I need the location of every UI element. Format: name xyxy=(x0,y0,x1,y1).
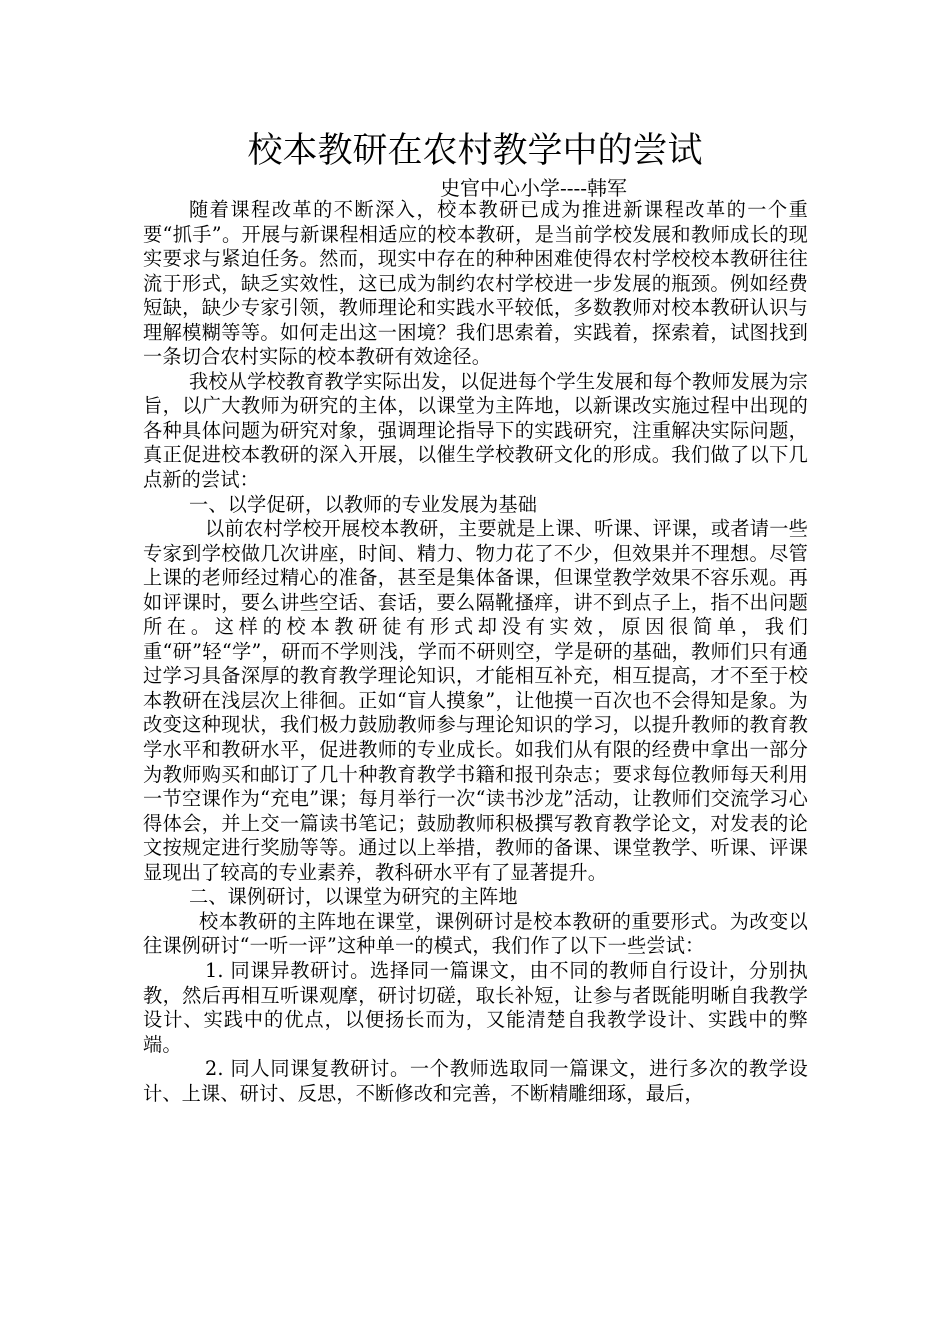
list-item-2: 2. 同人同课复教研讨。一个教师选取同一篇课文，进行多次的教学设计、上课、研讨、反思，不断修改和完善，不断精雕细琢，最后， xyxy=(143,1057,808,1105)
author-line: 史官中心小学----韩军 xyxy=(440,176,628,200)
list-item-1: 1. 同课异教研讨。选择同一篇课文，由不同的教师自行设计，分别执教，然后再相互听课观摩，研讨切磋，取长补短，让参与者既能明晰自我教学设计、实践中的优点，以便扬长而为，又能清楚自我教学设计、实践中的弊端。 xyxy=(143,958,808,1056)
paragraph-section-1: 以前农村学校开展校本教研，主要就是上课、听课、评课，或者请一些专家到学校做几次讲座，时间、精力、物力花了不少，但效果并不理想。尽管上课的老师经过精心的准备，甚至是集体备课，但课堂教学效果不容乐观。再如评课时，要么讲些空话、套话，要么隔靴搔痒，讲不到点子上，指不出问题所在。这样的校本教研徒有形式却没有实效，原因很简单，我们重“研”轻“学”，研而不学则浅，学而不研则空，学是研的基础，教师们只有通过学习具备深厚的教育教学理论知识，才能相互补充，相互提高，才不至于校本教研在浅层次上徘徊。正如“盲人摸象”，让他摸一百次也不会得知是象。为改变这种现状，我们极力鼓励教师参与理论知识的学习，以提升教师的教育教学水平和教研水平，促进教师的专业成长。如我们从有限的经费中拿出一部分为教师购买和邮订了几十种教育教学书籍和报刊杂志；要求每位教师每天利用一节空课作为“充电”课；每月举行一次“读书沙龙”活动，让教师们交流学习心得体会，并上交一篇读书笔记；鼓励教师积极撰写教育教学论文，对发表的论文按规定进行奖励等等。通过以上举措，教师的备课、课堂教学、听课、评课显现出了较高的专业素养，教科研水平有了显著提升。 xyxy=(143,517,808,884)
paragraph-section-2: 校本教研的主阵地在课堂，课例研讨是校本教研的重要形式。为改变以往课例研讨“一听一评”这种单一的模式，我们作了以下一些尝试： xyxy=(143,909,808,958)
section-heading-1: 一、以学促研，以教师的专业发展为基础 xyxy=(189,492,538,516)
paragraph-intro: 随着课程改革的不断深入，校本教研已成为推进新课程改革的一个重要“抓手”。开展与新课程相适应的校本教研，是当前学校发展和教师成长的现实要求与紧迫任务。然而，现实中存在的种种困难使得农村学校校本教研往往流于形式，缺乏实效性，这已成为制约农村学校进一步发展的瓶颈。例如经费短缺，缺少专家引领，教师理论和实践水平较低，多数教师对校本教研认识与理解模糊等等。如何走出这一困境？我们思索着，实践着，探索着，试图找到一条切合农村实际的校本教研有效途径。 xyxy=(143,198,808,369)
paragraph-approach: 我校从学校教育教学实际出发，以促进每个学生发展和每个教师发展为宗旨，以广大教师为研究的主体，以课堂为主阵地，以新课改实施过程中出现的各种具体问题为研究对象，强调理论指导下的实践研究，注重解决实际问题，真正促进校本教研的深入开展，以催生学校教研文化的形成。我们做了以下几点新的尝试： xyxy=(143,369,808,492)
section-heading-2: 二、课例研讨，以课堂为研究的主阵地 xyxy=(189,885,518,909)
document-title: 校本教研在农村教学中的尝试 xyxy=(247,131,703,171)
document-body xyxy=(143,198,808,1106)
